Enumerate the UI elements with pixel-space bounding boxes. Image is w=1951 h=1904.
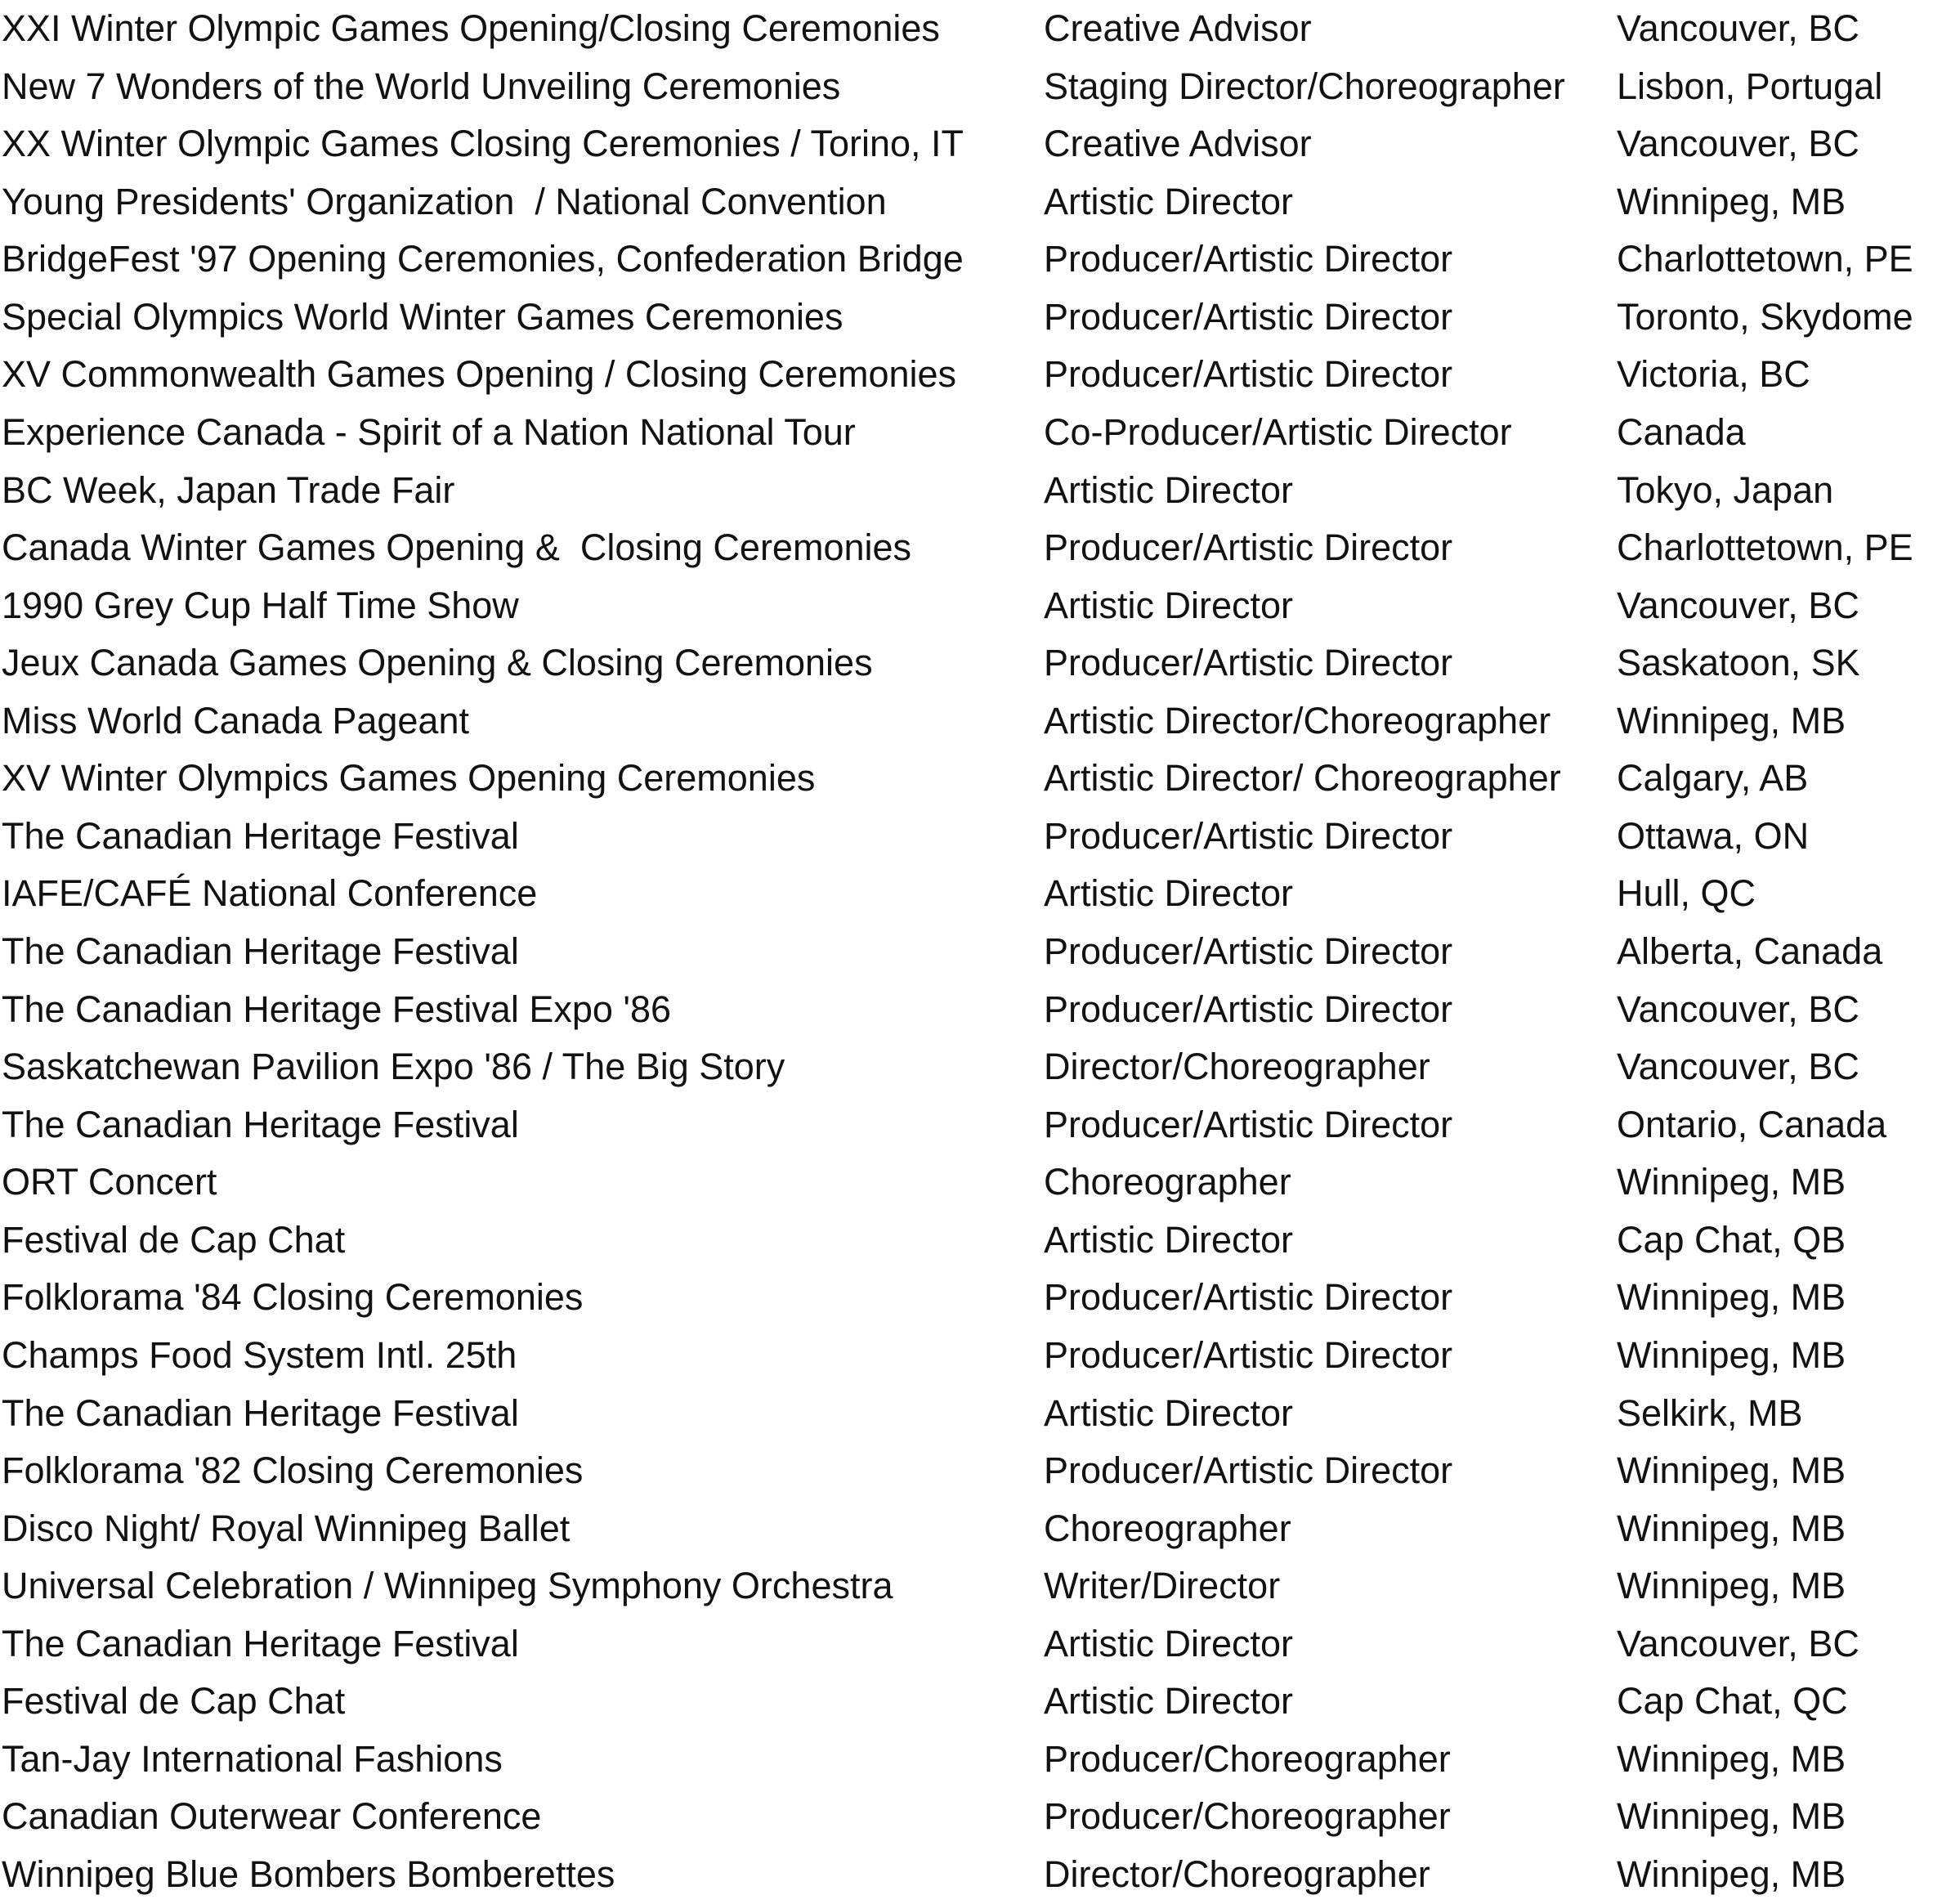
- location-cell: Winnipeg, MB: [1617, 699, 1846, 741]
- role-cell: Director/Choreographer: [1044, 1853, 1430, 1895]
- event-name-cell: Winnipeg Blue Bombers Bomberettes: [2, 1853, 615, 1895]
- table-row: [0, 1269, 1951, 1327]
- table-row: [0, 634, 1951, 692]
- event-name-cell: The Canadian Heritage Festival: [2, 1103, 519, 1145]
- location-cell: Winnipeg, MB: [1617, 1853, 1846, 1895]
- location-cell: Charlottetown, PE: [1617, 526, 1913, 569]
- location-cell: Ontario, Canada: [1617, 1103, 1887, 1145]
- location-cell: Winnipeg, MB: [1617, 1795, 1846, 1838]
- event-name-cell: Canadian Outerwear Conference: [2, 1795, 542, 1838]
- event-name-cell: BC Week, Japan Trade Fair: [2, 468, 455, 511]
- table-row: [0, 1731, 1951, 1789]
- event-name-cell: XXI Winter Olympic Games Opening/Closing Ceremonies: [2, 7, 940, 49]
- event-name-cell: BridgeFest '97 Opening Ceremonies, Confederation Bridge: [2, 238, 964, 280]
- event-name-cell: Young Presidents' Organization / National Convention: [2, 180, 887, 222]
- location-cell: Winnipeg, MB: [1617, 1333, 1846, 1376]
- role-cell: Producer/Artistic Director: [1044, 1449, 1453, 1492]
- table-row: [0, 519, 1951, 577]
- location-cell: Cap Chat, QB: [1617, 1218, 1846, 1261]
- table-row: [0, 1442, 1951, 1500]
- location-cell: Selkirk, MB: [1617, 1391, 1803, 1434]
- role-cell: Producer/Artistic Director: [1044, 930, 1453, 972]
- location-cell: Calgary, AB: [1617, 757, 1809, 800]
- table-row: [0, 346, 1951, 404]
- event-name-cell: XV Winter Olympics Games Opening Ceremonies: [2, 757, 816, 800]
- location-cell: Vancouver, BC: [1617, 1622, 1859, 1664]
- event-name-cell: Special Olympics World Winter Games Ceremonies: [2, 295, 843, 338]
- event-name-cell: Folklorama '84 Closing Ceremonies: [2, 1276, 584, 1319]
- role-cell: Producer/Artistic Director: [1044, 1333, 1453, 1376]
- event-name-cell: The Canadian Heritage Festival: [2, 930, 519, 972]
- role-cell: Producer/Artistic Director: [1044, 988, 1453, 1030]
- table-row: [0, 231, 1951, 289]
- event-name-cell: XV Commonwealth Games Opening / Closing Ceremonies: [2, 353, 957, 396]
- event-name-cell: The Canadian Heritage Festival Expo '86: [2, 988, 672, 1030]
- role-cell: Producer/Artistic Director: [1044, 295, 1453, 338]
- event-name-cell: XX Winter Olympic Games Closing Ceremonies / Torino, IT: [2, 123, 964, 165]
- location-cell: Vancouver, BC: [1617, 1046, 1859, 1088]
- table-row: [0, 1327, 1951, 1385]
- table-row: [0, 1615, 1951, 1673]
- table-row: [0, 1212, 1951, 1270]
- role-cell: Producer/Artistic Director: [1044, 1276, 1453, 1319]
- location-cell: Winnipeg, MB: [1617, 1737, 1846, 1780]
- role-cell: Producer/Artistic Director: [1044, 1103, 1453, 1145]
- location-cell: Tokyo, Japan: [1617, 468, 1834, 511]
- location-cell: Winnipeg, MB: [1617, 1449, 1846, 1492]
- role-cell: Artistic Director: [1044, 584, 1294, 626]
- table-row: [0, 1500, 1951, 1558]
- table-row: [0, 115, 1951, 173]
- event-name-cell: The Canadian Heritage Festival: [2, 1391, 519, 1434]
- role-cell: Staging Director/Choreographer: [1044, 65, 1565, 107]
- location-cell: Charlottetown, PE: [1617, 238, 1913, 280]
- event-name-cell: Jeux Canada Games Opening & Closing Ceremonies: [2, 642, 873, 684]
- role-cell: Creative Advisor: [1044, 7, 1312, 49]
- role-cell: Artistic Director: [1044, 872, 1294, 915]
- role-cell: Artistic Director: [1044, 1391, 1294, 1434]
- location-cell: Lisbon, Portugal: [1617, 65, 1883, 107]
- role-cell: Writer/Director: [1044, 1565, 1281, 1607]
- role-cell: Producer/Artistic Director: [1044, 353, 1453, 396]
- role-cell: Producer/Artistic Director: [1044, 526, 1453, 569]
- table-row: [0, 1096, 1951, 1154]
- location-cell: Victoria, BC: [1617, 353, 1810, 396]
- table-row: [0, 808, 1951, 866]
- event-name-cell: Tan-Jay International Fashions: [2, 1737, 503, 1780]
- table-row: [0, 577, 1951, 635]
- role-cell: Co-Producer/Artistic Director: [1044, 410, 1512, 453]
- event-name-cell: Universal Celebration / Winnipeg Symphony Orchestra: [2, 1565, 893, 1607]
- table-row: [0, 58, 1951, 116]
- location-cell: Vancouver, BC: [1617, 123, 1859, 165]
- location-cell: Winnipeg, MB: [1617, 1565, 1846, 1607]
- role-cell: Artistic Director: [1044, 468, 1294, 511]
- location-cell: Saskatoon, SK: [1617, 642, 1860, 684]
- location-cell: Ottawa, ON: [1617, 814, 1810, 857]
- role-cell: Choreographer: [1044, 1161, 1291, 1203]
- role-cell: Producer/Choreographer: [1044, 1737, 1451, 1780]
- table-row: [0, 1154, 1951, 1212]
- event-name-cell: New 7 Wonders of the World Unveiling Ceremonies: [2, 65, 841, 107]
- role-cell: Director/Choreographer: [1044, 1046, 1430, 1088]
- event-name-cell: Disco Night/ Royal Winnipeg Ballet: [2, 1507, 571, 1549]
- event-name-cell: The Canadian Heritage Festival: [2, 1622, 519, 1664]
- table-row: [0, 1673, 1951, 1731]
- role-cell: Producer/Artistic Director: [1044, 814, 1453, 857]
- location-cell: Winnipeg, MB: [1617, 1507, 1846, 1549]
- table-row: [0, 750, 1951, 808]
- event-name-cell: IAFE/CAFÉ National Conference: [2, 872, 538, 915]
- table-row: [0, 1557, 1951, 1615]
- event-name-cell: Festival de Cap Chat: [2, 1218, 346, 1261]
- role-cell: Artistic Director: [1044, 1218, 1294, 1261]
- event-name-cell: Folklorama '82 Closing Ceremonies: [2, 1449, 584, 1492]
- role-cell: Producer/Artistic Director: [1044, 642, 1453, 684]
- event-name-cell: ORT Concert: [2, 1161, 217, 1203]
- role-cell: Choreographer: [1044, 1507, 1291, 1549]
- role-cell: Artistic Director/Choreographer: [1044, 699, 1551, 741]
- role-cell: Producer/Choreographer: [1044, 1795, 1451, 1838]
- role-cell: Producer/Artistic Director: [1044, 238, 1453, 280]
- role-cell: Artistic Director/ Choreographer: [1044, 757, 1561, 800]
- table-row: [0, 981, 1951, 1039]
- table-row: [0, 0, 1951, 58]
- table-row: [0, 173, 1951, 231]
- event-name-cell: Champs Food System Intl. 25th: [2, 1333, 517, 1376]
- table-row: [0, 1385, 1951, 1443]
- event-name-cell: Festival de Cap Chat: [2, 1680, 346, 1723]
- role-cell: Creative Advisor: [1044, 123, 1312, 165]
- event-name-cell: Miss World Canada Pageant: [2, 699, 469, 741]
- table-row: [0, 462, 1951, 520]
- table-row: [0, 289, 1951, 347]
- location-cell: Toronto, Skydome: [1617, 295, 1913, 338]
- table-row: [0, 404, 1951, 462]
- location-cell: Vancouver, BC: [1617, 7, 1859, 49]
- table-row: [0, 923, 1951, 981]
- location-cell: Canada: [1617, 410, 1746, 453]
- event-name-cell: The Canadian Heritage Festival: [2, 814, 519, 857]
- location-cell: Winnipeg, MB: [1617, 180, 1846, 222]
- event-name-cell: Canada Winter Games Opening & Closing Ceremonies: [2, 526, 912, 569]
- event-name-cell: Saskatchewan Pavilion Expo '86 / The Big Story: [2, 1046, 785, 1088]
- location-cell: Vancouver, BC: [1617, 584, 1859, 626]
- event-name-cell: 1990 Grey Cup Half Time Show: [2, 584, 519, 626]
- role-cell: Artistic Director: [1044, 1680, 1294, 1723]
- location-cell: Winnipeg, MB: [1617, 1161, 1846, 1203]
- location-cell: Cap Chat, QC: [1617, 1680, 1848, 1723]
- table-row: [0, 692, 1951, 750]
- role-cell: Artistic Director: [1044, 1622, 1294, 1664]
- role-cell: Artistic Director: [1044, 180, 1294, 222]
- location-cell: Vancouver, BC: [1617, 988, 1859, 1030]
- event-name-cell: Experience Canada - Spirit of a Nation National Tour: [2, 410, 856, 453]
- table-row: [0, 1038, 1951, 1096]
- table-row: [0, 865, 1951, 923]
- table-row: [0, 1846, 1951, 1904]
- location-cell: Alberta, Canada: [1617, 930, 1883, 972]
- location-cell: Hull, QC: [1617, 872, 1756, 915]
- table-row: [0, 1788, 1951, 1846]
- location-cell: Winnipeg, MB: [1617, 1276, 1846, 1319]
